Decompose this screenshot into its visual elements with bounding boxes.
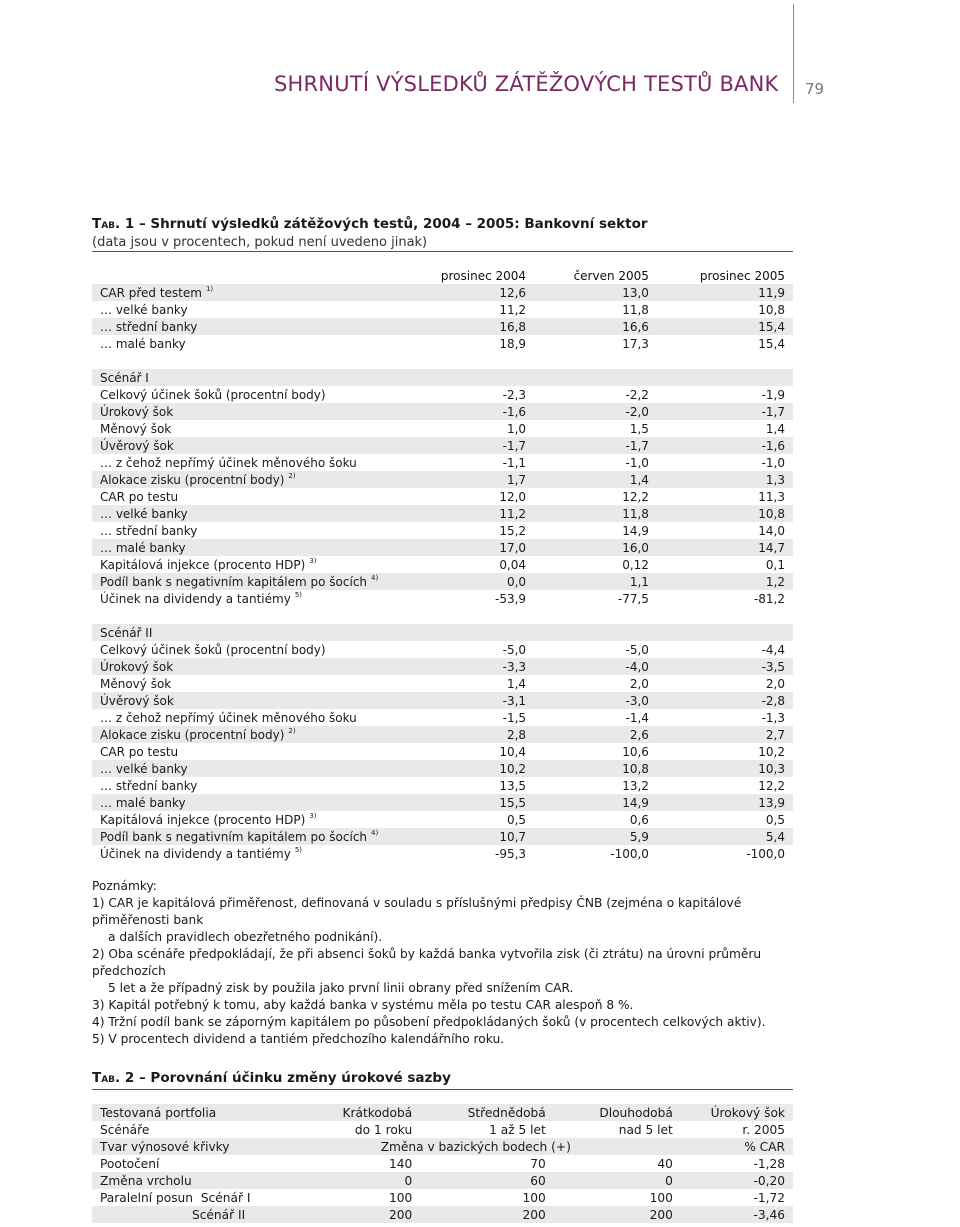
table1-row-label: [92, 488, 398, 505]
table1-cell: 17,0: [398, 539, 534, 556]
table1-cell: 10,2: [398, 760, 534, 777]
row-label-text: Kapitálová injekce (procento HDP): [100, 812, 306, 827]
table2-row-label-main: Paralelní posun: [100, 1190, 193, 1205]
row-label-text: Úrokový šok: [100, 404, 174, 419]
table2-cell: 100: [522, 1190, 546, 1205]
table1-cell: 5,4: [657, 828, 793, 845]
note-1: 1) CAR je kapitálová přiměřenost, definovaná v souladu s příslušnými předpisy ČNB (zejména o kapitálové přiměřenosti bank: [92, 896, 742, 927]
row-label-text: CAR po testu: [100, 489, 179, 504]
table1-cell: -2,2: [625, 387, 649, 402]
table1-cell: 1,4: [534, 471, 657, 488]
table1-cell: -100,0: [746, 846, 785, 861]
table1-cell: 15,4: [657, 318, 793, 335]
footnote-ref: 3): [309, 811, 317, 820]
table1-row-label: [92, 301, 398, 318]
table1-cell: 13,9: [657, 794, 793, 811]
notes-heading: Poznámky:: [92, 879, 157, 893]
table2-header-row: [92, 1121, 793, 1138]
table1-cell: 12,0: [499, 489, 527, 504]
table1-cell: 11,8: [534, 505, 657, 522]
table2-header-row: [92, 1138, 793, 1155]
table1-cell: -3,1: [398, 692, 534, 709]
row-label-text: Účinek na dividendy a tantiémy: [100, 591, 291, 606]
table1-cell: 0,1: [765, 557, 785, 572]
page-number: 79: [805, 80, 825, 98]
table1-cell: 0,04: [499, 557, 527, 572]
table2-header-cell: 1 až 5 let: [489, 1122, 546, 1137]
row-label-text: Podíl bank s negativním kapitálem po šocích: [100, 574, 368, 589]
row-label-text: … velké banky: [100, 302, 188, 317]
table2-header-cell: Dlouhodobá: [554, 1104, 681, 1121]
table2-title-text: 2 – Porovnání účinku změny úrokové sazby: [124, 1070, 451, 1086]
footnote-ref: 4): [371, 573, 379, 582]
table1-cell: 12,2: [622, 489, 649, 504]
table1-cell: 1,4: [506, 676, 527, 691]
table2-header-cell: r. 2005: [742, 1122, 785, 1137]
table-row: [92, 590, 793, 607]
table1-row-label: [92, 828, 398, 845]
row-label-text: CAR před testem: [100, 285, 202, 300]
table2-header-cell: nad 5 let: [618, 1122, 673, 1137]
footnote-ref: 5): [294, 590, 302, 599]
table1-cell: 17,3: [622, 336, 649, 351]
table1-cell: -1,1: [502, 455, 527, 470]
table2-cell: 40: [657, 1156, 673, 1171]
table2-header-cell: do 1 roku: [354, 1122, 413, 1137]
footnote-ref: 1): [205, 284, 214, 293]
row-label-text: Úrokový šok: [100, 659, 174, 674]
table1-header-blank: [92, 267, 398, 284]
row-label-text: … malé banky: [100, 540, 186, 555]
note-4: 4) Tržní podíl bank se záporným kapitálem po působení předpokládaných šoků (v procentech celkových aktiv).: [92, 1015, 766, 1029]
footnote-ref: 3): [309, 556, 317, 565]
table1-column-header: prosinec 2005: [699, 268, 785, 283]
row-label-text: Úvěrový šok: [100, 693, 174, 708]
table2-cell: -3,46: [681, 1206, 793, 1223]
table2-cell: 100: [388, 1190, 413, 1205]
table1-cell: -1,6: [657, 437, 793, 454]
table1-cell: 0,12: [622, 557, 649, 572]
table1-cell: 10,2: [758, 744, 785, 759]
row-label-text: … malé banky: [100, 795, 186, 810]
row-label-text: … z čehož nepřímý účinek měnového šoku: [100, 455, 357, 470]
table-row: [92, 1189, 793, 1206]
table1-cell: -1,0: [761, 455, 785, 470]
table1-cell: 1,5: [629, 421, 649, 436]
table-row: [92, 760, 793, 777]
table1-cell: 11,8: [622, 302, 649, 317]
table2-cell: 200: [554, 1206, 681, 1223]
table1-row-label: [92, 658, 398, 675]
table1-cell: 15,5: [398, 794, 534, 811]
table1-row-label: [92, 471, 398, 488]
table1-row-label: [92, 811, 398, 828]
table1-cell: -2,3: [502, 387, 527, 402]
footnote-ref: 2): [288, 726, 296, 735]
spacer-cell: [92, 352, 793, 369]
table1-cell: 1,0: [506, 421, 527, 436]
table2-prefix: Tab.: [92, 1070, 121, 1086]
table-row: [92, 318, 793, 335]
row-label-text: Celkový účinek šoků (procentní body): [100, 642, 326, 657]
table1-cell: -1,7: [534, 437, 657, 454]
row-label-text: CAR po testu: [100, 744, 179, 759]
table1-row-label: [92, 590, 398, 607]
table1-cell: -53,9: [494, 591, 527, 606]
table-row: [92, 301, 793, 318]
table2-cell: 200: [299, 1206, 421, 1223]
table1-cell: 15,4: [758, 336, 785, 351]
table1-cell: 10,8: [657, 505, 793, 522]
table1-cell: 12,2: [758, 778, 785, 793]
table1-cell: 13,5: [499, 778, 527, 793]
table1-cell: 11,9: [657, 284, 793, 301]
row-label-text: Měnový šok: [100, 421, 172, 436]
table1-row-label: [92, 573, 398, 590]
table2-cell: 0: [554, 1172, 681, 1189]
row-label-text: … z čehož nepřímý účinek měnového šoku: [100, 710, 357, 725]
table-row: [92, 573, 793, 590]
table1-cell: 18,9: [499, 336, 527, 351]
table1-cell: -3,5: [657, 658, 793, 675]
table1-cell: -1,9: [761, 387, 785, 402]
table2-cell: 0: [299, 1172, 421, 1189]
table1-cell: 0,6: [629, 812, 649, 827]
table1-row-label: [92, 522, 398, 539]
table1-cell: -2,8: [657, 692, 793, 709]
table-row: [92, 335, 793, 352]
table-row: [92, 488, 793, 505]
table1-row-label: [92, 777, 398, 794]
table1-cell: 1,2: [657, 573, 793, 590]
table1-row-label: [92, 845, 398, 862]
table-row: [92, 403, 793, 420]
table2-row-label: [92, 1189, 299, 1206]
row-label-text: Účinek na dividendy a tantiémy: [100, 846, 291, 861]
table1-cell: 10,8: [534, 760, 657, 777]
table1-cell: 0,5: [765, 812, 785, 827]
table1-cell: 13,0: [534, 284, 657, 301]
table-row: [92, 386, 793, 403]
table1-cell: 14,7: [657, 539, 793, 556]
table1-cell: -1,3: [761, 710, 785, 725]
table2-cell: -0,20: [681, 1172, 793, 1189]
table1-row-label: [92, 454, 398, 471]
table2-row-label: Změna vrcholu: [92, 1172, 299, 1189]
table1-row-label: [92, 641, 398, 658]
row-label-text: Celkový účinek šoků (procentní body): [100, 387, 326, 402]
table2-header-cell: Krátkodobá: [299, 1104, 421, 1121]
row-label-text: … velké banky: [100, 506, 188, 521]
table1-cell: 15,2: [499, 523, 527, 538]
table1-cell: -4,0: [534, 658, 657, 675]
table1-cell: 11,3: [758, 489, 785, 504]
table2-title: [92, 1070, 451, 1086]
table2-cell: 100: [649, 1190, 673, 1205]
table2-header-cell: Úrokový šok: [681, 1104, 793, 1121]
note-2-cont: 5 let a že případný zisk by použila jako první linii obrany před snížením CAR.: [108, 981, 574, 995]
table2-row-label: [92, 1206, 299, 1223]
table1-row-label: [92, 403, 398, 420]
table2-row-label: Pootočení: [100, 1156, 160, 1171]
table1-cell: 1,1: [534, 573, 657, 590]
row-label-text: … střední banky: [100, 523, 198, 538]
table1-cell: -5,0: [625, 642, 649, 657]
table-row: [92, 726, 793, 743]
table1-top-rule: [92, 251, 793, 252]
table-row: [92, 1155, 793, 1172]
table2-header-cell: Tvar výnosové křivky: [92, 1138, 299, 1155]
table1-cell: 10,8: [758, 302, 785, 317]
table-row: [92, 522, 793, 539]
table-row: [92, 505, 793, 522]
table1-cell: -1,7: [398, 437, 534, 454]
table1-cell: -1,7: [657, 403, 793, 420]
scenario-heading-row: [92, 624, 793, 641]
table1-cell: -77,5: [617, 591, 649, 606]
note-2: 2) Oba scénáře předpokládají, že při absenci šoků by každá banka vytvořila zisk (či ztrátu) na úrovni průměru předchozích: [92, 947, 762, 978]
table1-cell: 0,5: [506, 812, 527, 827]
table-row: [92, 641, 793, 658]
table2-header-row: [92, 1104, 793, 1121]
table2-cell: 60: [420, 1172, 554, 1189]
table1-row-label: [92, 284, 398, 301]
table1-row-label: [92, 726, 398, 743]
table2-header-cell: Scénáře: [100, 1122, 150, 1137]
table2-header-cell: Změna v bazických bodech (+): [299, 1138, 681, 1155]
table2-cell: -1,28: [753, 1156, 785, 1171]
row-label-text: … velké banky: [100, 761, 188, 776]
row-label-text: Alokace zisku (procentní body): [100, 727, 285, 742]
notes: [92, 878, 812, 1048]
table1-cell: 13,2: [622, 778, 649, 793]
table2-cell: -1,72: [753, 1190, 785, 1205]
table1-cell: 11,2: [398, 505, 534, 522]
table2-cell: 200: [420, 1206, 554, 1223]
table1-cell: -95,3: [494, 846, 527, 861]
table1: [92, 267, 793, 862]
table1-cell: 10,4: [499, 744, 527, 759]
table1-cell: 14,0: [758, 523, 785, 538]
table1-cell: 2,0: [765, 676, 785, 691]
row-label-text: Podíl bank s negativním kapitálem po šocích: [100, 829, 368, 844]
table1-cell: -5,0: [502, 642, 527, 657]
table1-row-label: [92, 743, 398, 760]
table1-row-label: [92, 437, 398, 454]
row-label-text: Měnový šok: [100, 676, 172, 691]
note-5: 5) V procentech dividend a tantiém předchozího kalendářního roku.: [92, 1032, 505, 1046]
spacer-cell: [92, 607, 793, 624]
table1-spacer: [92, 607, 793, 624]
table1-cell: 2,7: [657, 726, 793, 743]
table-row: [92, 692, 793, 709]
scenario-heading: Scénář I: [92, 369, 793, 386]
table1-header-row: [92, 267, 793, 284]
table-row: [92, 811, 793, 828]
table1-cell: 14,9: [622, 523, 649, 538]
table-row: [92, 539, 793, 556]
table-row: [92, 556, 793, 573]
table1-row-label: [92, 539, 398, 556]
table1-cell: -1,6: [398, 403, 534, 420]
table1-cell: 5,9: [534, 828, 657, 845]
table1-cell: 1,4: [765, 421, 785, 436]
table1-row-label: [92, 505, 398, 522]
table1-cell: 2,0: [629, 676, 649, 691]
table-row: [92, 743, 793, 760]
table1-row-label: [92, 675, 398, 692]
table1-prefix: Tab.: [92, 216, 121, 232]
table1-cell: -100,0: [610, 846, 649, 861]
table1-cell: 10,6: [622, 744, 649, 759]
table-row: [92, 284, 793, 301]
table1-cell: 0,0: [398, 573, 534, 590]
table1-row-label: [92, 794, 398, 811]
table-row: [92, 828, 793, 845]
table2: [92, 1104, 793, 1223]
table1-cell: 14,9: [534, 794, 657, 811]
table1-row-label: [92, 709, 398, 726]
table-row: [92, 777, 793, 794]
table1-title-text: 1 – Shrnutí výsledků zátěžových testů, 2004 – 2005: Bankovní sektor: [124, 216, 648, 232]
table1-cell: 16,6: [534, 318, 657, 335]
row-label-text: Kapitálová injekce (procento HDP): [100, 557, 306, 572]
footnote-ref: 5): [294, 845, 302, 854]
row-label-text: Alokace zisku (procentní body): [100, 472, 285, 487]
table2-header-cell: Testovaná portfolia: [92, 1104, 299, 1121]
table1-row-label: [92, 692, 398, 709]
table1-row-label: [92, 556, 398, 573]
table1-cell: 16,8: [398, 318, 534, 335]
note-1-cont: a dalších pravidlech obezřetného podnikání).: [108, 930, 383, 944]
table1-column-header: červen 2005: [573, 268, 649, 283]
table-row: [92, 1206, 793, 1223]
footnote-ref: 2): [288, 471, 296, 480]
table1-row-label: [92, 420, 398, 437]
table-row: [92, 471, 793, 488]
table1-cell: -2,0: [534, 403, 657, 420]
table1-cell: 10,7: [398, 828, 534, 845]
table1-cell: -1,0: [625, 455, 649, 470]
table2-header-cell: % CAR: [681, 1138, 793, 1155]
table-row: [92, 437, 793, 454]
table1-column-header: prosinec 2004: [440, 268, 527, 283]
scenario-heading: Scénář II: [92, 624, 793, 641]
table-row: [92, 420, 793, 437]
table1-cell: -1,5: [502, 710, 527, 725]
table1-cell: 1,7: [398, 471, 534, 488]
table2-header-cell: Střednědobá: [420, 1104, 554, 1121]
table1-cell: -4,4: [761, 642, 785, 657]
table1-cell: 10,3: [657, 760, 793, 777]
table1-cell: 11,2: [499, 302, 527, 317]
row-label-text: … malé banky: [100, 336, 186, 351]
table1-row-label: [92, 760, 398, 777]
table1-cell: 1,3: [657, 471, 793, 488]
table1-subtitle: (data jsou v procentech, pokud není uvedeno jinak): [92, 235, 428, 250]
table1-cell: 12,6: [398, 284, 534, 301]
header-divider: [793, 4, 794, 103]
table1-title: [92, 216, 648, 232]
table1-row-label: [92, 318, 398, 335]
row-label-text: … střední banky: [100, 778, 198, 793]
row-label-text: … střední banky: [100, 319, 198, 334]
table-row: [92, 794, 793, 811]
table1-spacer: [92, 352, 793, 369]
table1-cell: -3,3: [398, 658, 534, 675]
table-row: [92, 709, 793, 726]
table-row: [92, 845, 793, 862]
table2-cell: 140: [388, 1156, 413, 1171]
table1-cell: -81,2: [753, 591, 785, 606]
table-row: [92, 1172, 793, 1189]
table1-cell: 2,6: [534, 726, 657, 743]
table1-cell: 16,0: [534, 539, 657, 556]
footnote-ref: 4): [371, 828, 379, 837]
table2-top-rule: [92, 1089, 793, 1090]
table2-row-sublabel: Scénář II: [192, 1207, 246, 1222]
table1-cell: -3,0: [534, 692, 657, 709]
table1-row-label: [92, 386, 398, 403]
table1-row-label: [92, 335, 398, 352]
row-label-text: Úvěrový šok: [100, 438, 174, 453]
table-row: [92, 658, 793, 675]
note-3: 3) Kapitál potřebný k tomu, aby každá banka v systému měla po testu CAR alespoň 8 %.: [92, 998, 634, 1012]
table2-row-sublabel: Scénář I: [200, 1190, 251, 1205]
table2-cell: 70: [530, 1156, 546, 1171]
table1-cell: -1,4: [625, 710, 649, 725]
scenario-heading-row: [92, 369, 793, 386]
table-row: [92, 675, 793, 692]
table-row: [92, 454, 793, 471]
page-header-title: SHRNUTÍ VÝSLEDKŮ ZÁTĚŽOVÝCH TESTŮ BANK: [274, 72, 779, 96]
table1-cell: 2,8: [398, 726, 534, 743]
